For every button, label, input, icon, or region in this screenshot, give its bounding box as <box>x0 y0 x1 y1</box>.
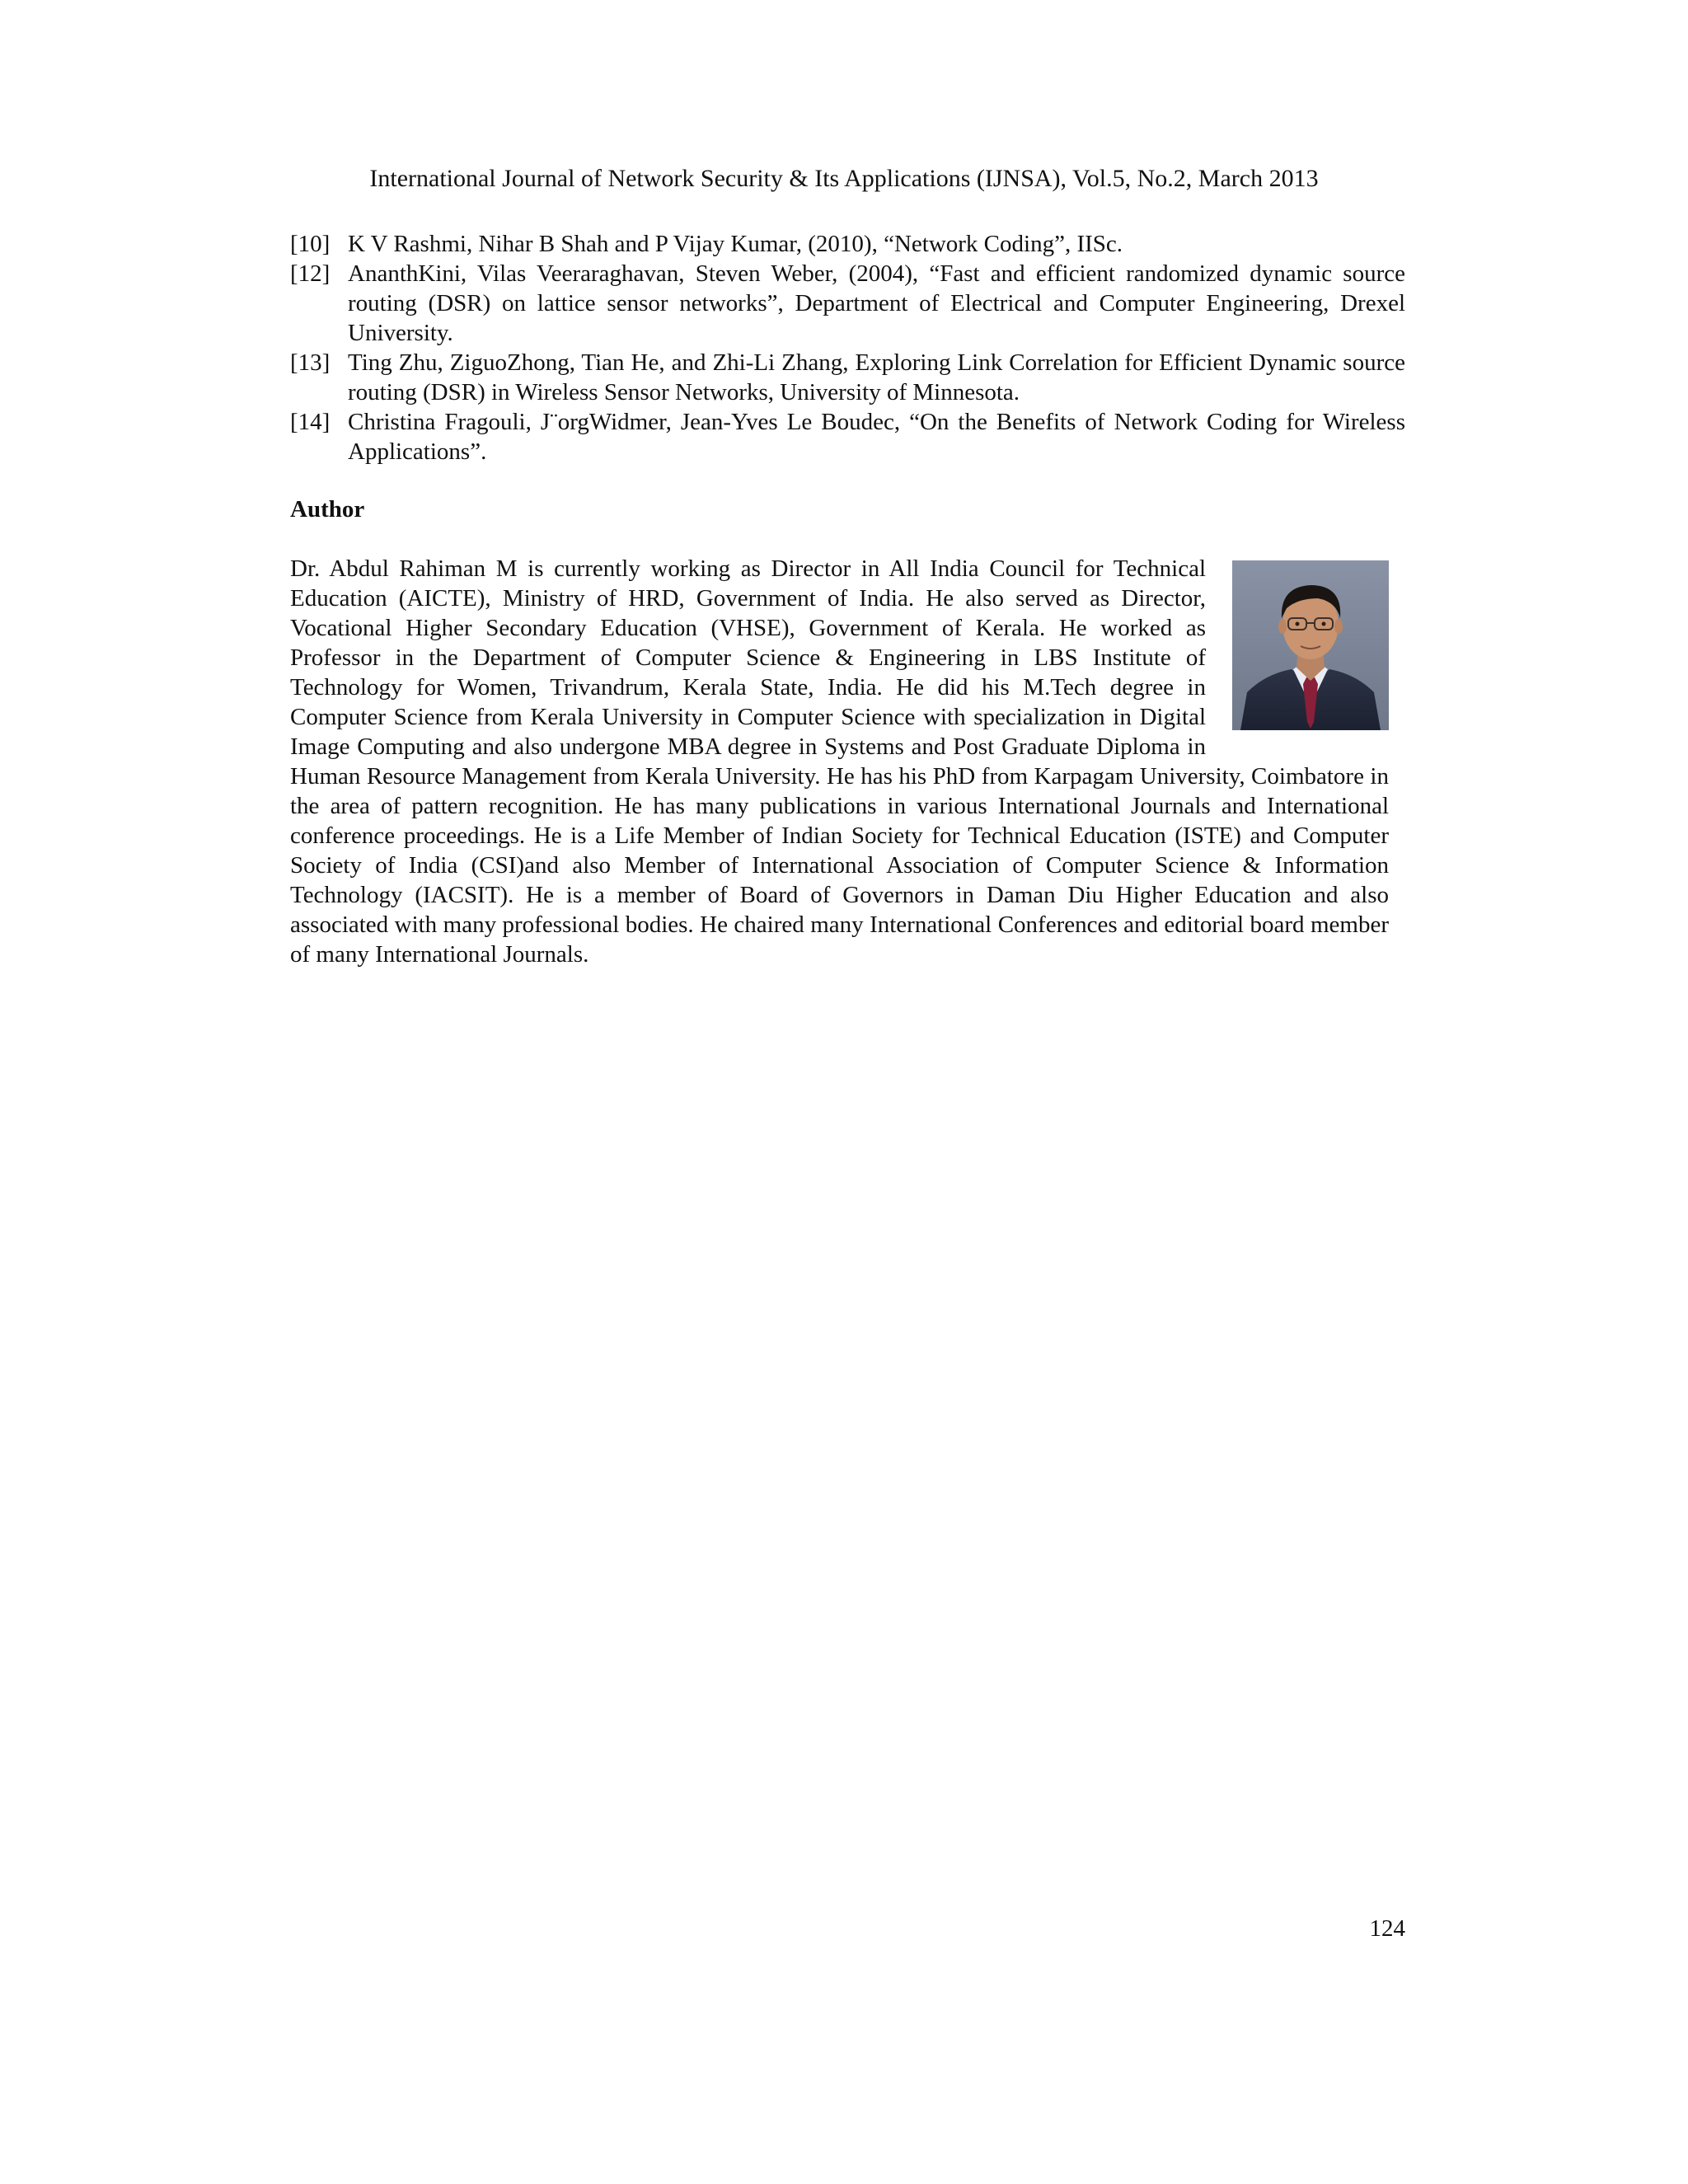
author-bio <box>290 554 1389 969</box>
reference-text: AnanthKini, Vilas Veeraraghavan, Steven Weber, (2004), “Fast and efficient randomized dynamic source routing (DSR) on lattice sensor networks”, Department of Electrical and Computer Engineering, Drexel University. <box>348 260 1405 346</box>
author-section-title: Author <box>290 496 365 523</box>
reference-item <box>290 229 1405 259</box>
reference-number: [14] <box>290 409 331 435</box>
reference-item <box>290 259 1405 348</box>
page-number: 124 <box>1369 1915 1405 1942</box>
reference-text: K V Rashmi, Nihar B Shah and P Vijay Kumar, (2010), “Network Coding”, IISc. <box>348 231 1123 257</box>
reference-number: [10] <box>290 231 331 257</box>
reference-text: Christina Fragouli, J¨orgWidmer, Jean-Yves Le Boudec, “On the Benefits of Network Coding for Wireless Applications”. <box>348 409 1405 465</box>
reference-number: [12] <box>290 260 331 287</box>
reference-item <box>290 407 1405 466</box>
reference-list <box>290 229 1405 466</box>
reference-item <box>290 348 1405 407</box>
reference-number: [13] <box>290 349 331 376</box>
author-photo <box>1232 560 1389 730</box>
author-bio-text: Dr. Abdul Rahiman M is currently working as Director in All India Council for Technical Education (AICTE), Ministry of HRD, Government of India. He also served as Director, Vocational Higher Secondary Education (VHSE), Government of Kerala. He worked as Professor in the Department of Computer Science & Engineering in LBS Institute of Technology for Women, Trivandrum, Kerala State, India. He did his M.Tech degree in Computer Science from Kerala University in Computer Science with specialization in Digital Image Computing and also undergone MBA degree in Systems and Post Graduate Diploma in Human Resource Management from Kerala University. He has his PhD from Karpagam University, Coimbatore in the area of pattern recognition. He has many publications in various International Journals and International conference proceedings. He is a Life Member of Indian Society for Technical Education (ISTE) and Computer Society of India (CSI)and also Member of International Association of Computer Science & Information Technology (IACSIT). He is a member of Board of Governors in Daman Diu Higher Education and also associated with many professional bodies. He chaired many International Conferences and editorial board member of many International Journals. <box>290 555 1389 968</box>
reference-text: Ting Zhu, ZiguoZhong, Tian He, and Zhi-Li Zhang, Exploring Link Correlation for Efficient Dynamic source routing (DSR) in Wireless Sensor Networks, University of Minnesota. <box>348 349 1405 405</box>
running-header: International Journal of Network Security & Its Applications (IJNSA), Vol.5, No.2, March 2013 <box>369 165 1319 192</box>
